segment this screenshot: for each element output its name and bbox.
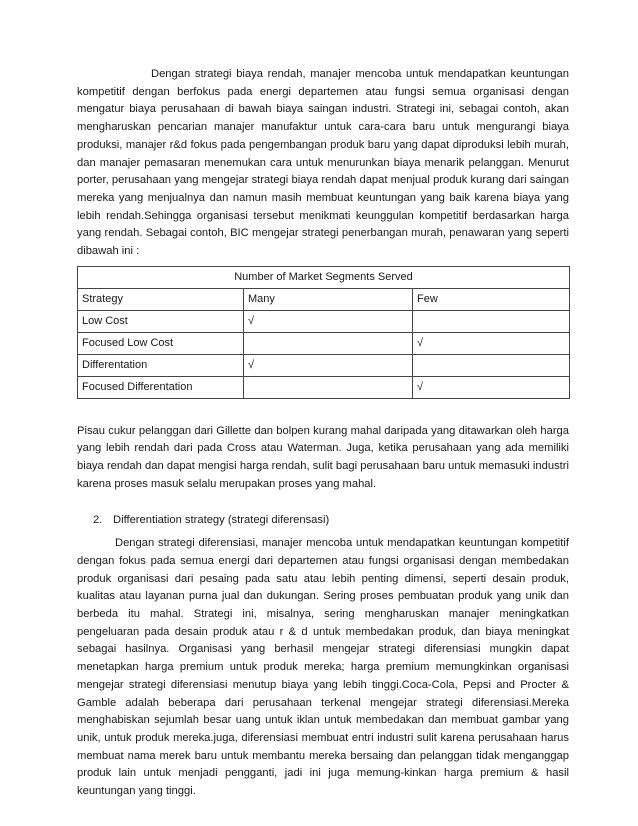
cell-few bbox=[413, 354, 570, 376]
cell-few: √ bbox=[413, 376, 570, 398]
cell-many bbox=[244, 376, 413, 398]
cell-many bbox=[244, 332, 413, 354]
paragraph-differentiation: Dengan strategi diferensiasi, manajer mencoba untuk mendapatkan keuntungan kompetitif dengan fokus pada semua energi dari departemen atau fungsi organisasi dengan membedakan produk organisasi dari pesaing pada satu atau lebih penting dimensi, seperti desain produk, kualitas atau layanan purna jual dan dukungan. Sering proses pembuatan produk yang unik dan berbeda itu mahal. Strategi ini, misalnya, sering mengharuskan manajer meningkatkan pengeluaran pada desain produk atau r & d untuk membedakan produk, dan biaya meningkat sebagai hasilnya. Organisasi yang berhasil mengejar strategi diferensiasi mungkin dapat menetapkan harga premium untuk produk mereka; harga premium memungkinkan organisasi mengejar strategi diferensiasi menutup biaya yang lebih tinggi.Coca-Cola, Pepsi and Procter & Gamble adalah beberapa dari perusahaan terkenal mengejar strategi diferensiasi.Mereka menghabiskan sejumlah besar uang untuk iklan untuk membedakan dan membuat gambar yang unik, untuk produk mereka.juga, diferensiasi membuat entri industri sulit karena perusahaan harus membuat nama merek baru untuk membantu mereka bersaing dan pelanggan tidak menganggap produk lain untuk menjadi pengganti, jadi ini juga memung-kinkan harga premium & hasil keuntungan yang tinggi. bbox=[77, 537, 569, 798]
table-title-row bbox=[78, 266, 570, 288]
table-header-row bbox=[78, 288, 570, 310]
cell-many: √ bbox=[244, 310, 413, 332]
document-page bbox=[77, 66, 569, 801]
cell-many: √ bbox=[244, 354, 413, 376]
section-title: Differentiation strategy (strategi diferensasi) bbox=[113, 513, 330, 526]
table-row bbox=[78, 376, 570, 398]
section-number: 2. bbox=[93, 513, 103, 526]
column-header-few: Few bbox=[413, 288, 570, 310]
paragraph-examples: Pisau cukur pelanggan dari Gillette dan bolpen kurang mahal daripada yang ditawarkan oleh harga yang lebih rendah dari pada Cross atau Waterman. Juga, ketika perusahaan yang ada memiliki biaya rendah dan dapat mengisi harga rendah, sulit bagi perusahaan baru untuk memasuki industri karena proses masuk selalu merupakan proses yang mahal. bbox=[77, 424, 569, 490]
cell-strategy: Focused Differentation bbox=[78, 376, 244, 398]
column-header-many: Many bbox=[244, 288, 413, 310]
cell-few: √ bbox=[413, 332, 570, 354]
table-row bbox=[78, 332, 570, 354]
table-title: Number of Market Segments Served bbox=[78, 266, 570, 288]
cell-strategy: Low Cost bbox=[78, 310, 244, 332]
paragraph-low-cost: Dengan strategi biaya rendah, manajer mencoba untuk mendapatkan keuntungan kompetitif dengan berfokus pada energi departemen atau fungsi semua organisasi dengan mengatur biaya perusahaan di bawah biaya saingan industri. Strategi ini, sebagai contoh, akan mengharuskan pencarian manajer manufaktur untuk cara-cara baru untuk mengurangi biaya produksi, manajer r&d fokus pada pengembangan produk baru yang dapat diproduksi lebih murah, dan manajer pemasaran menemukan cara untuk menurunkan biaya menarik pelanggan. Menurut porter, perusahaan yang mengejar strategi biaya rendah dapat menjual produk kurang dari saingan mereka yang menjualnya dan namun masih membuat keuntungan yang baik karena biaya yang lebih rendah.Sehingga organisasi tersebut menikmati keunggulan kompetitif berdasarkan harga yang rendah. Sebagai contoh, BIC mengejar strategi penerbangan murah, penawaran yang seperti dibawah ini : bbox=[77, 68, 569, 258]
cell-strategy: Differentation bbox=[78, 354, 244, 376]
cell-few bbox=[413, 310, 570, 332]
strategy-table bbox=[77, 266, 570, 399]
column-header-strategy: Strategy bbox=[78, 288, 244, 310]
table-row bbox=[78, 310, 570, 332]
cell-strategy: Focused Low Cost bbox=[78, 332, 244, 354]
section-heading bbox=[77, 512, 569, 530]
table-row bbox=[78, 354, 570, 376]
